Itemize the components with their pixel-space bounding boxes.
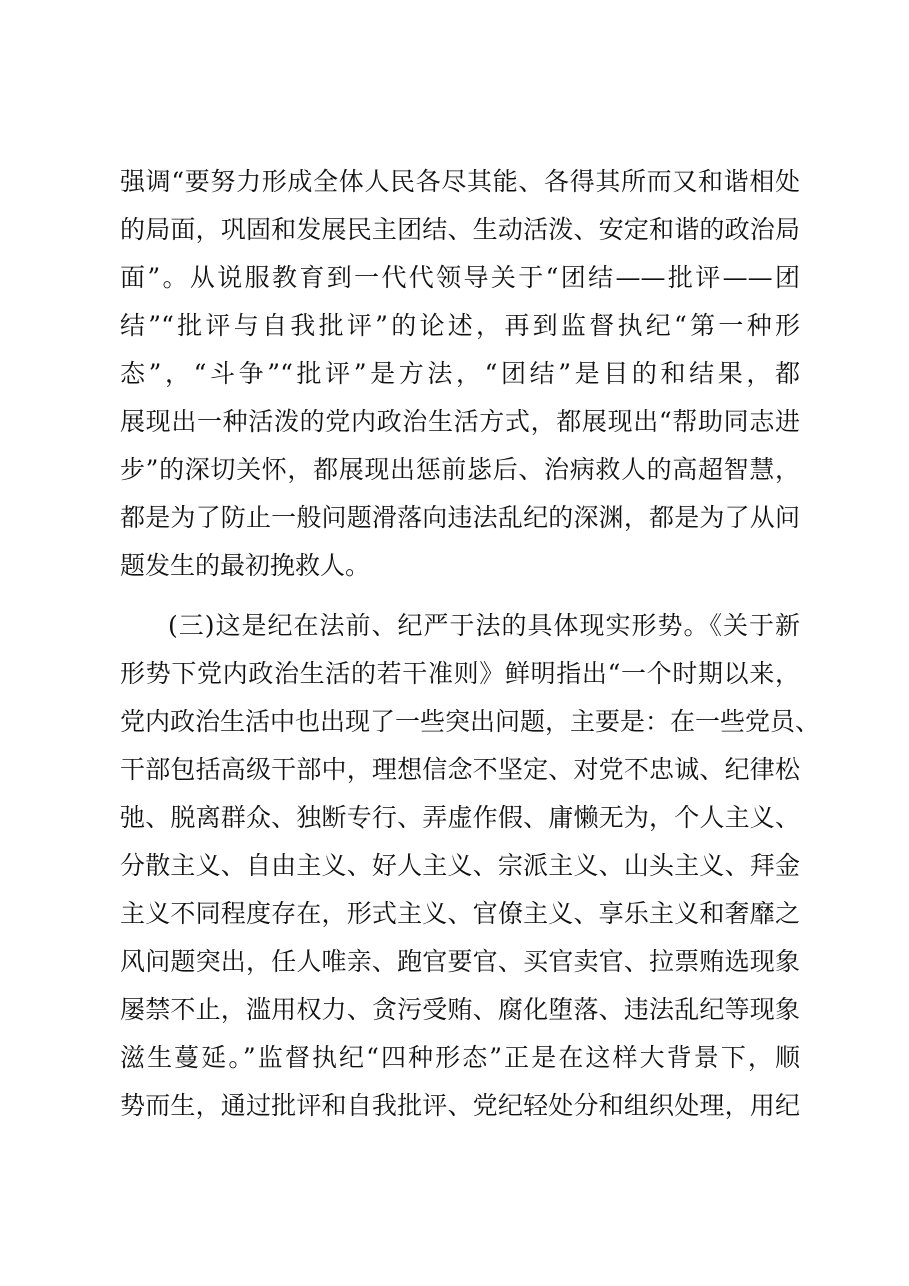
text-line: 题发生的最初挽救人。 [120,551,371,580]
text-line: 屡禁不止，滥用权力、贪污受贿、腐化堕落、违法乱纪等现象 [120,995,800,1024]
paragraph-2 [120,602,821,1130]
text-line: 态”，“斗争”“批评”是方法，“团结”是目的和结果，都 [120,359,800,388]
text-line: 主义不同程度存在，形式主义、官僚主义、享乐主义和奢靡之 [120,899,800,928]
body-text [120,158,821,1130]
paragraph-1 [120,158,800,590]
text-line: 弛、脱离群众、独断专行、弄虚作假、庸懒无为，个人主义、 [120,803,800,832]
text-line: 干部包括高级干部中，理想信念不坚定、对党不忠诚、纪律松 [120,755,800,784]
text-line: 势而生，通过批评和自我批评、党纪轻处分和组织处理，用纪 [120,1091,800,1120]
text-line: 的局面，巩固和发展民主团结、生动活泼、安定和谐的政治局 [120,215,800,244]
text-line: 面”。从说服教育到一代代领导关于“团结——批评——团 [120,263,800,292]
text-line: 展现出一种活泼的党内政治生活方式，都展现出“帮助同志进 [120,407,800,436]
text-line: 党内政治生活中也出现了一些突出问题，主要是：在一些党员、 [120,707,821,736]
text-line: 强调“要努力形成全体人民各尽其能、各得其所而又和谐相处 [120,167,800,196]
text-line: 步”的深切关怀，都展现出惩前毖后、治病救人的高超智慧， [120,455,800,484]
paragraph-gap [120,590,800,602]
text-line: 风问题突出，任人唯亲、跑官要官、买官卖官、拉票贿选现象 [120,947,800,976]
text-line: 形势下党内政治生活的若干准则》鲜明指出“一个时期以来， [120,659,800,688]
text-line: 都是为了防止一般问题滑落向违法乱纪的深渊，都是为了从问 [120,503,800,532]
text-line: 滋生蔓延。”监督执纪“四种形态”正是在这样大背景下，顺 [120,1043,800,1072]
section-heading-line: (三)这是纪在法前、纪严于法的具体现实形势。《关于新 [168,611,800,640]
text-line: 分散主义、自由主义、好人主义、宗派主义、山头主义、拜金 [120,851,800,880]
text-line: 结”“批评与自我批评”的论述，再到监督执纪“第一种形 [120,311,800,340]
